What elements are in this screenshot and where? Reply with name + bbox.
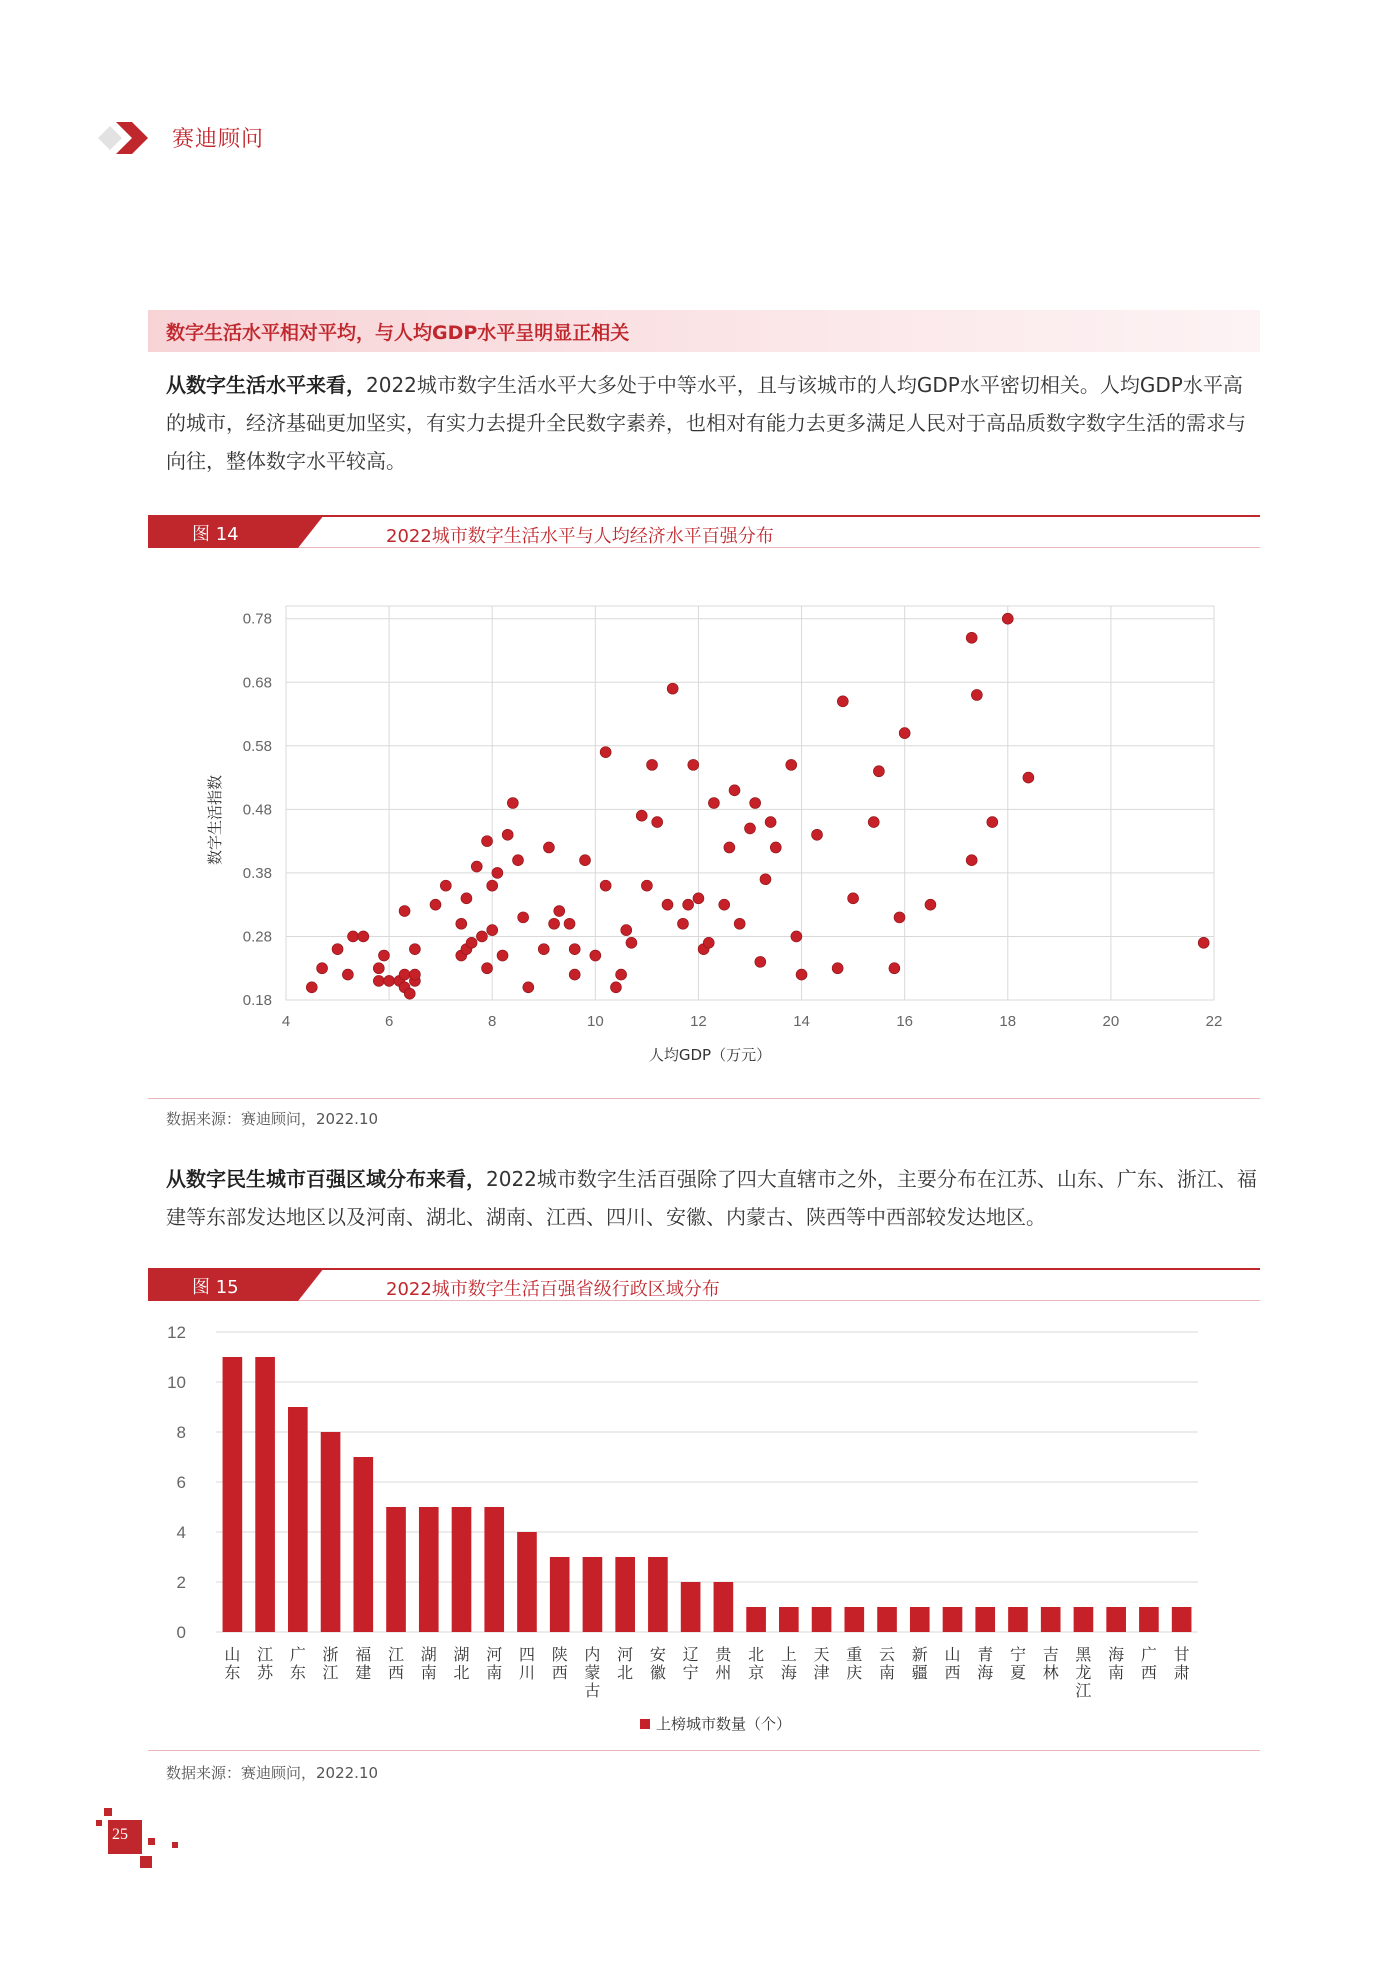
scatter-point [770, 842, 781, 853]
scatter-point [791, 931, 802, 942]
scatter-point [342, 969, 353, 980]
scatter-point [734, 918, 745, 929]
scatter-x-ticks [282, 1013, 1223, 1030]
y-tick-label: 4 [176, 1523, 186, 1542]
bar [255, 1357, 275, 1632]
bar [812, 1607, 832, 1632]
scatter-point [755, 956, 766, 967]
y-tick-label: 10 [167, 1373, 186, 1392]
scatter-point [373, 975, 384, 986]
scatter-point [966, 632, 977, 643]
x-tick-label: 16 [896, 1013, 914, 1030]
scatter-point [760, 874, 771, 885]
scatter-y-axis-title: 数字生活指数 [206, 774, 224, 866]
bar [877, 1607, 897, 1632]
x-category-label: 湖南 [420, 1645, 437, 1682]
scatter-point [497, 950, 508, 961]
scatter-point [440, 880, 451, 891]
scatter-point [966, 855, 977, 866]
scatter-point [476, 931, 487, 942]
y-tick-label: 0.58 [242, 737, 272, 755]
bar [1106, 1607, 1126, 1632]
x-category-label: 浙江 [322, 1645, 339, 1682]
scatter-point [487, 925, 498, 936]
section-title: 数字生活水平相对平均，与人均GDP水平呈明显正相关 [166, 322, 630, 344]
x-tick-label: 22 [1205, 1013, 1223, 1030]
bar-series [223, 1357, 1192, 1632]
scatter-point [703, 937, 714, 948]
scatter-point [507, 798, 518, 809]
scatter-point [925, 899, 936, 910]
scatter-point [409, 944, 420, 955]
scatter-point [899, 728, 910, 739]
scatter-point [1198, 937, 1209, 948]
x-category-label: 山西 [944, 1645, 961, 1682]
scatter-point [554, 906, 565, 917]
bar [1008, 1607, 1028, 1632]
figure-15-label: 图 15 [192, 1277, 239, 1298]
bar [910, 1607, 930, 1632]
decor-square [172, 1842, 178, 1848]
scatter-point [987, 817, 998, 828]
brand-name: 赛迪顾问 [172, 127, 265, 152]
y-tick-label: 0 [176, 1623, 186, 1642]
figure-15-header [148, 1268, 1260, 1302]
legend-swatch [640, 1719, 650, 1729]
bar [615, 1557, 635, 1632]
x-tick-label: 10 [586, 1013, 604, 1030]
bar [746, 1607, 766, 1632]
x-category-label: 黑龙江 [1075, 1645, 1092, 1700]
scatter-point [502, 829, 513, 840]
scatter-point [404, 988, 415, 999]
x-category-label: 天津 [813, 1645, 830, 1682]
figure-15-source-rule [148, 1750, 1260, 1751]
scatter-point [889, 963, 900, 974]
brand-header [96, 118, 296, 158]
bar [419, 1507, 439, 1632]
scatter-point [482, 836, 493, 847]
x-tick-label: 4 [281, 1013, 291, 1030]
scatter-point [600, 880, 611, 891]
y-tick-label: 0.78 [242, 610, 272, 628]
decor-square [140, 1856, 152, 1868]
scatter-point [724, 842, 735, 853]
scatter-point [461, 893, 472, 904]
bar [321, 1432, 341, 1632]
legend-label: 上榜城市数量（个） [656, 1715, 792, 1733]
page-number: 25 [112, 1826, 128, 1843]
bar [648, 1557, 668, 1632]
scatter-point [868, 817, 879, 828]
scatter-point [750, 798, 761, 809]
scatter-point [786, 759, 797, 770]
bar [484, 1507, 504, 1632]
x-category-label: 广东 [289, 1645, 306, 1682]
scatter-point [471, 861, 482, 872]
scatter-point [693, 893, 704, 904]
bar [714, 1582, 734, 1632]
paragraph-2-lead: 从数字民生城市百强区域分布来看， [166, 1167, 486, 1191]
scatter-points [306, 613, 1209, 999]
x-category-label: 河北 [617, 1645, 634, 1682]
x-category-label: 海南 [1108, 1645, 1125, 1682]
decor-square [96, 1820, 102, 1826]
paragraph-2-body: 2022城市数字生活百强除了四大直辖市之外，主要分布在江苏、山东、广东、浙江、福建等东部发达地区以及河南、湖北、湖南、江西、四川、安徽、内蒙古、陕西等中西部较发达地区。 [166, 1167, 1257, 1229]
bar [975, 1607, 995, 1632]
scatter-point [569, 944, 580, 955]
scatter-point [677, 918, 688, 929]
scatter-point [384, 975, 395, 986]
scatter-point [641, 880, 652, 891]
scatter-point [569, 969, 580, 980]
x-category-label: 上海 [780, 1645, 797, 1682]
scatter-point [399, 969, 410, 980]
scatter-point [662, 899, 673, 910]
bar-x-labels [224, 1645, 1189, 1700]
x-category-label: 贵州 [715, 1645, 732, 1682]
x-category-label: 重庆 [846, 1645, 863, 1682]
scatter-point [378, 950, 389, 961]
scatter-point [492, 867, 503, 878]
scatter-point [812, 829, 823, 840]
x-category-label: 山东 [224, 1645, 241, 1682]
x-tick-label: 8 [488, 1013, 497, 1030]
scatter-point [616, 969, 627, 980]
scatter-point [317, 963, 328, 974]
scatter-point [745, 823, 756, 834]
y-tick-label: 0.18 [242, 992, 272, 1009]
scatter-point [466, 937, 477, 948]
scatter-point [373, 963, 384, 974]
figure-14-label: 图 14 [192, 524, 239, 545]
scatter-point [894, 912, 905, 923]
x-category-label: 福建 [355, 1645, 372, 1682]
bar [353, 1457, 373, 1632]
x-category-label: 江西 [388, 1645, 405, 1682]
figure-14-header [148, 515, 1260, 549]
decor-square [104, 1808, 112, 1816]
scatter-y-ticks [243, 611, 272, 1009]
paragraph-1-lead: 从数字生活水平来看， [166, 373, 366, 397]
x-category-label: 内蒙古 [584, 1645, 601, 1700]
bar [517, 1532, 537, 1632]
bar [779, 1607, 799, 1632]
scatter-point [837, 696, 848, 707]
x-tick-label: 18 [999, 1013, 1017, 1030]
scatter-point [600, 747, 611, 758]
bar-y-ticks [167, 1323, 186, 1642]
x-category-label: 辽宁 [682, 1645, 699, 1682]
scatter-point [348, 931, 359, 942]
x-category-label: 北京 [748, 1645, 765, 1682]
scatter-point [1023, 772, 1034, 783]
decor-square [148, 1838, 155, 1845]
scatter-point [482, 963, 493, 974]
bar [223, 1357, 243, 1632]
scatter-point [610, 982, 621, 993]
y-tick-label: 12 [167, 1323, 186, 1342]
scatter-point [306, 982, 317, 993]
bar-legend [640, 1715, 791, 1733]
y-tick-label: 0.38 [242, 864, 272, 882]
bar [583, 1557, 603, 1632]
scatter-point [518, 912, 529, 923]
x-category-label: 青海 [977, 1645, 994, 1682]
bar [943, 1607, 963, 1632]
scatter-point [708, 798, 719, 809]
scatter-point [487, 880, 498, 891]
brand-logo-icon [96, 118, 166, 158]
scatter-point [652, 817, 663, 828]
paragraph-2 [166, 1160, 1258, 1236]
paragraph-1-body: 2022城市数字生活水平大多处于中等水平，且与该城市的人均GDP水平密切相关。人均GDP水平高的城市，经济基础更加坚实，有实力去提升全民数字素养，也相对有能力去更多满足人民对于高品质数字数字生活的需求与向往，整体数字水平较高。 [166, 373, 1246, 473]
scatter-point [719, 899, 730, 910]
x-category-label: 云南 [879, 1645, 896, 1682]
scatter-point [549, 918, 560, 929]
y-tick-label: 0.68 [242, 674, 272, 692]
scatter-point [543, 842, 554, 853]
scatter-point [621, 925, 632, 936]
scatter-point [636, 810, 647, 821]
bar-chart [148, 1310, 1260, 1750]
scatter-point [1002, 613, 1013, 624]
figure-14-source-rule [148, 1098, 1260, 1099]
x-category-label: 安徽 [649, 1645, 666, 1682]
scatter-point [848, 893, 859, 904]
x-tick-label: 12 [690, 1013, 707, 1030]
scatter-point [513, 855, 524, 866]
scatter-point [523, 982, 534, 993]
scatter-point [358, 931, 369, 942]
bar [1139, 1607, 1159, 1632]
figure-15-title: 2022城市数字生活百强省级行政区域分布 [386, 1279, 720, 1300]
x-tick-label: 14 [793, 1013, 810, 1030]
figure-14-title: 2022城市数字生活水平与人均经济水平百强分布 [386, 526, 774, 547]
scatter-point [832, 963, 843, 974]
x-category-label: 湖北 [453, 1645, 470, 1682]
y-tick-label: 0.28 [242, 928, 272, 946]
scatter-point [399, 906, 410, 917]
x-tick-label: 20 [1102, 1013, 1120, 1030]
x-category-label: 四川 [518, 1645, 535, 1682]
x-category-label: 吉林 [1042, 1645, 1059, 1682]
bar [1172, 1607, 1192, 1632]
bar [844, 1607, 864, 1632]
bar [386, 1507, 406, 1632]
paragraph-1 [166, 366, 1258, 480]
x-category-label: 江苏 [257, 1645, 274, 1682]
scatter-chart [200, 590, 1250, 1070]
scatter-point [564, 918, 575, 929]
scatter-point [332, 944, 343, 955]
scatter-point [409, 969, 420, 980]
y-tick-label: 2 [176, 1573, 186, 1592]
figure-14-source: 数据来源：赛迪顾问，2022.10 [166, 1110, 379, 1128]
bar [452, 1507, 472, 1632]
scatter-point [580, 855, 591, 866]
bar [1041, 1607, 1061, 1632]
scatter-point [688, 759, 699, 770]
scatter-point [729, 785, 740, 796]
bar [288, 1407, 308, 1632]
y-tick-label: 0.48 [242, 801, 272, 819]
x-category-label: 宁夏 [1009, 1645, 1026, 1682]
figure-15-source: 数据来源：赛迪顾问，2022.10 [166, 1764, 379, 1782]
scatter-point [796, 969, 807, 980]
y-tick-label: 6 [176, 1473, 186, 1492]
scatter-point [430, 899, 441, 910]
scatter-point [667, 683, 678, 694]
scatter-point [765, 817, 776, 828]
x-category-label: 广西 [1140, 1645, 1157, 1682]
scatter-point [626, 937, 637, 948]
x-category-label: 新疆 [911, 1645, 928, 1682]
scatter-point [873, 766, 884, 777]
scatter-point [590, 950, 601, 961]
bar [550, 1557, 570, 1632]
bar [681, 1582, 701, 1632]
scatter-point [971, 689, 982, 700]
scatter-point [538, 944, 549, 955]
x-category-label: 河南 [486, 1645, 503, 1682]
scatter-x-axis-title: 人均GDP（万元） [648, 1046, 772, 1064]
scatter-point [456, 918, 467, 929]
x-category-label: 甘肃 [1173, 1645, 1190, 1682]
x-tick-label: 6 [384, 1013, 394, 1030]
scatter-point [683, 899, 694, 910]
section-heading [148, 310, 1260, 352]
scatter-point [647, 759, 658, 770]
y-tick-label: 8 [176, 1423, 186, 1442]
bar [1074, 1607, 1094, 1632]
x-category-label: 陕西 [551, 1645, 568, 1682]
